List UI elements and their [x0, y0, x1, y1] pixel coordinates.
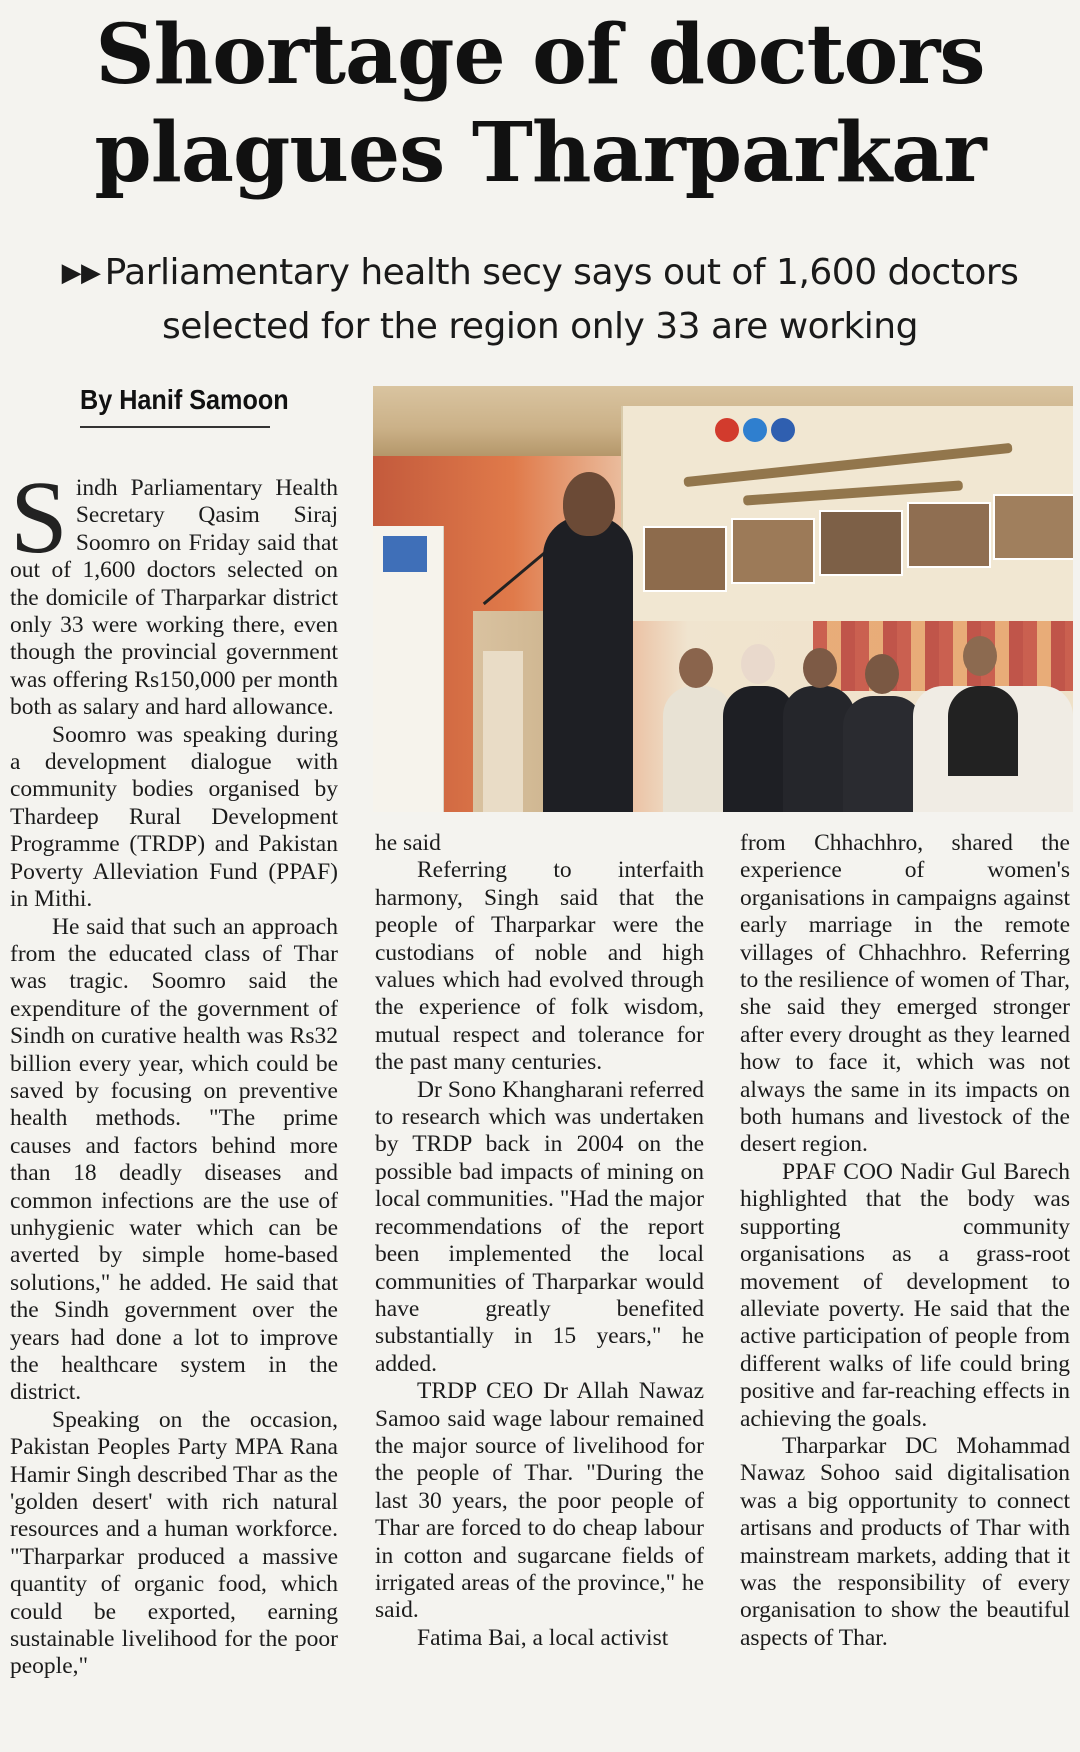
paragraph: Tharparkar DC Mohammad Nawaz Sohoo said digitalisation was a big opportunity to connect artisans and products of Thar with mainstream markets, adding that it was the responsibility of every organisation to show the beautiful aspects of Thar. — [740, 1432, 1070, 1651]
event-photo — [373, 386, 1073, 812]
photo-banner — [621, 406, 1073, 621]
article-column-3 — [740, 830, 1070, 1652]
paragraph: Dr Sono Khangharani referred to research which was undertaken by TRDP back in 2004 on the possible bad impacts of mining on local communities. "Had the major recommendations of the report been implemented the local communities of Tharparkar would have greatly benefited substantially in 15 years," he added. — [375, 1076, 704, 1377]
photo-standee — [373, 526, 444, 812]
seated-guest — [843, 696, 923, 812]
article-column-1 — [10, 460, 338, 1681]
subheadline-text: Parliamentary health secy says out of 1,600 doctors selected for the region only 33 are working — [104, 252, 1019, 347]
drop-cap: S — [10, 460, 68, 575]
paragraph: TRDP CEO Dr Allah Nawaz Samoo said wage labour remained the major source of livelihood for the people of Thar. "During the last 30 years, the poor people of Thar are forced to do cheap labour in cotton and sugarcane fields of irrigated areas of the province," he said. — [375, 1378, 704, 1624]
photo-pattern — [813, 621, 1073, 691]
paragraph: He said that such an approach from the educated class of Thar was tragic. Soomro said the expenditure of the government of Sindh on curative health was Rs32 billion every year, which could be saved by focusing on preventive health methods. "The prime causes and factors behind more than 18 deadly diseases and common infections are the use of unhygienic water which can be averted by simple home-based solutions," he added. He said that the Sindh government over the years had done a lot to improve the healthcare system in the district. — [10, 913, 338, 1406]
byline-underline — [80, 426, 270, 428]
headline — [0, 6, 1080, 202]
speaker-head — [563, 472, 615, 536]
subheadline — [60, 246, 1020, 354]
paragraph: indh Parliamentary Health Secretary Qasim Siraj Soomro on Friday said that out of 1,600 doctors selected on the domicile of Tharparkar district only 33 were working there, even though the provincial government was offering Rs150,000 per month both as salary and hard allowance. — [10, 475, 338, 721]
paragraph: Referring to interfaith harmony, Singh said that the people of Tharparkar were the custodians of noble and high values which had evolved through the experience of folk wisdom, mutual respect and tolerance for the past many centuries. — [375, 857, 704, 1076]
paragraph: Soomro was speaking during a development dialogue with community bodies organised by Thardeep Rural Development Programme (TRDP) and Pakistan Poverty Alleviation Fund (PPAF) in Mithi. — [10, 721, 338, 913]
speaker — [543, 516, 633, 812]
paragraph: Fatima Bai, a local activist — [417, 1624, 669, 1651]
byline: By Hanif Samoon — [80, 384, 289, 415]
double-arrow-icon: ▶▶ — [61, 258, 101, 288]
paragraph: from Chhachhro, shared the experience of women's organisations in campaigns against early marriage in the remote villages of Chhachhro. Referring to the resilience of women of Thar, she said they emerged stronger after every drought as they learned how to face it, which was not always the same in its impacts on both humans and livestock of the desert region. — [740, 830, 1070, 1158]
paragraph: Speaking on the occasion, Pakistan Peoples Party MPA Rana Hamir Singh described Thar as the 'golden desert' with rich natural resources and a human workforce. "Tharparkar produced a massive quantity of organic food, which could be exported, earning sustainable livelihood for the poor people," — [10, 1406, 338, 1680]
article-column-2 — [375, 830, 704, 1652]
headline-line-1: Shortage of doctors — [95, 7, 985, 103]
paragraph: PPAF COO Nadir Gul Barech highlighted that the body was supporting community organisations as a grass-root movement of development to alleviate poverty. He said that the active participation of people from different walks of life could bring positive and far-reaching effects in achieving the goals. — [740, 1158, 1070, 1432]
paragraph: he said — [375, 830, 441, 856]
guest-waistcoat — [948, 686, 1018, 776]
headline-line-2: plagues Tharparkar — [94, 105, 986, 201]
